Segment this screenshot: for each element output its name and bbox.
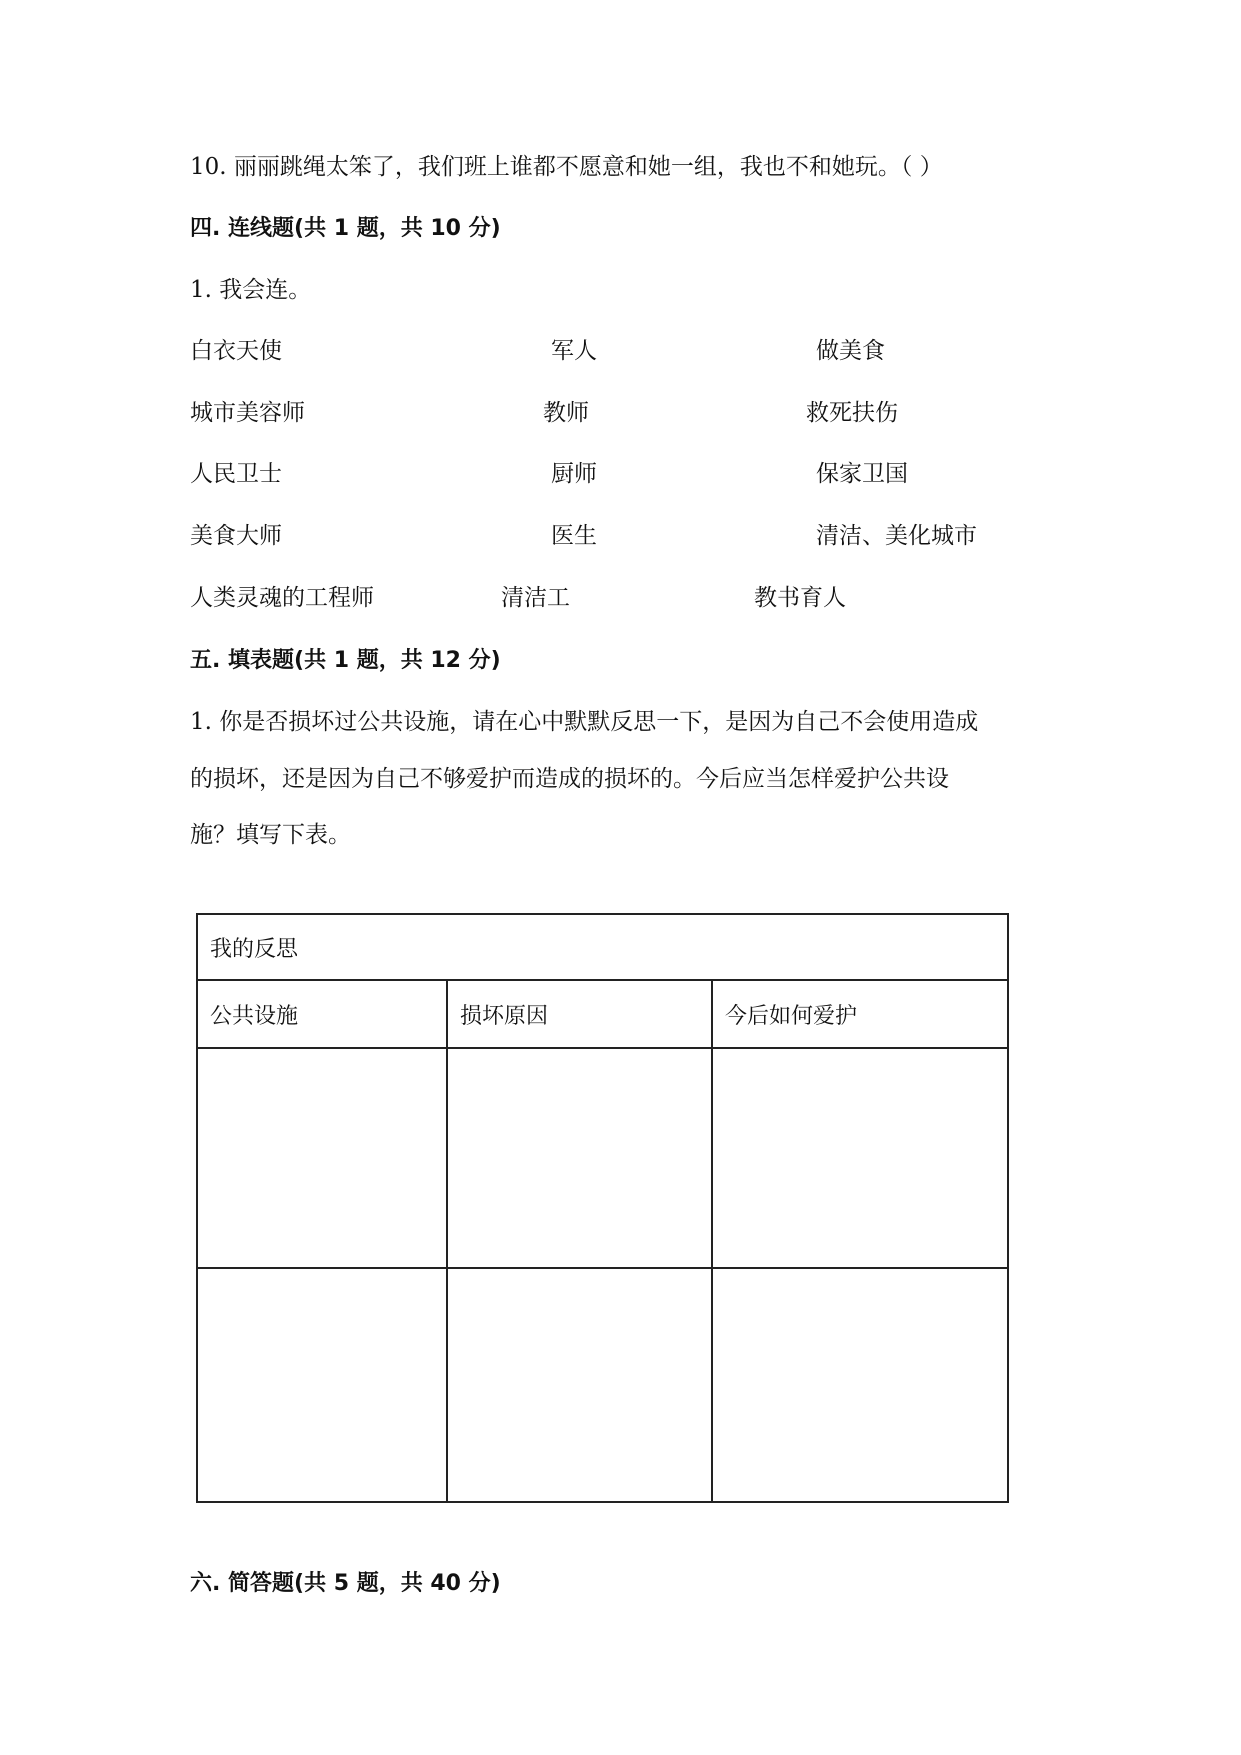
answer-cell-reason-2[interactable] [447, 1268, 712, 1502]
column-header-care: 今后如何爱护 [712, 980, 1008, 1048]
table-row [197, 1048, 1008, 1268]
table-title: 我的反思 [197, 914, 1008, 980]
match-left-2[interactable]: 城市美容师 [190, 400, 305, 426]
match-middle-4[interactable]: 医生 [551, 523, 597, 549]
section-4-question: 1. 我会连。 [190, 277, 312, 303]
column-header-facility: 公共设施 [197, 980, 447, 1048]
match-left-5[interactable]: 人类灵魂的工程师 [190, 585, 374, 611]
answer-cell-facility-1[interactable] [197, 1048, 447, 1268]
section-5-question-line-1: 1. 你是否损坏过公共设施，请在心中默默反思一下，是因为自己不会使用造成 [190, 709, 979, 735]
table-header-row [197, 980, 1008, 1048]
section-4-heading: 四. 连线题(共 1 题，共 10 分) [190, 216, 501, 241]
match-right-4[interactable]: 清洁、美化城市 [816, 523, 977, 549]
answer-cell-care-1[interactable] [712, 1048, 1008, 1268]
match-right-3[interactable]: 保家卫国 [816, 461, 908, 487]
match-right-1[interactable]: 做美食 [816, 338, 885, 364]
match-left-4[interactable]: 美食大师 [190, 523, 282, 549]
table-title-row [197, 914, 1008, 980]
answer-cell-care-2[interactable] [712, 1268, 1008, 1502]
match-right-2[interactable]: 救死扶伤 [806, 400, 898, 426]
section-5-heading: 五. 填表题(共 1 题，共 12 分) [190, 648, 501, 673]
match-middle-3[interactable]: 厨师 [551, 461, 597, 487]
match-middle-5[interactable]: 清洁工 [501, 585, 570, 611]
match-left-3[interactable]: 人民卫士 [190, 461, 282, 487]
match-middle-2[interactable]: 教师 [543, 400, 589, 426]
section-5-question-line-3: 施？填写下表。 [190, 822, 351, 848]
match-right-5[interactable]: 教书育人 [754, 585, 846, 611]
match-middle-1[interactable]: 军人 [551, 338, 597, 364]
section-5-question-line-2: 的损坏，还是因为自己不够爱护而造成的损坏的。今后应当怎样爱护公共设 [190, 766, 949, 792]
answer-cell-reason-1[interactable] [447, 1048, 712, 1268]
match-left-1[interactable]: 白衣天使 [190, 338, 282, 364]
answer-cell-facility-2[interactable] [197, 1268, 447, 1502]
reflection-table [196, 913, 1009, 1503]
question-10: 10. 丽丽跳绳太笨了，我们班上谁都不愿意和她一组，我也不和她玩。（ ） [190, 154, 943, 180]
section-6-heading: 六. 简答题(共 5 题，共 40 分) [190, 1571, 501, 1596]
table-row [197, 1268, 1008, 1502]
column-header-reason: 损坏原因 [447, 980, 712, 1048]
